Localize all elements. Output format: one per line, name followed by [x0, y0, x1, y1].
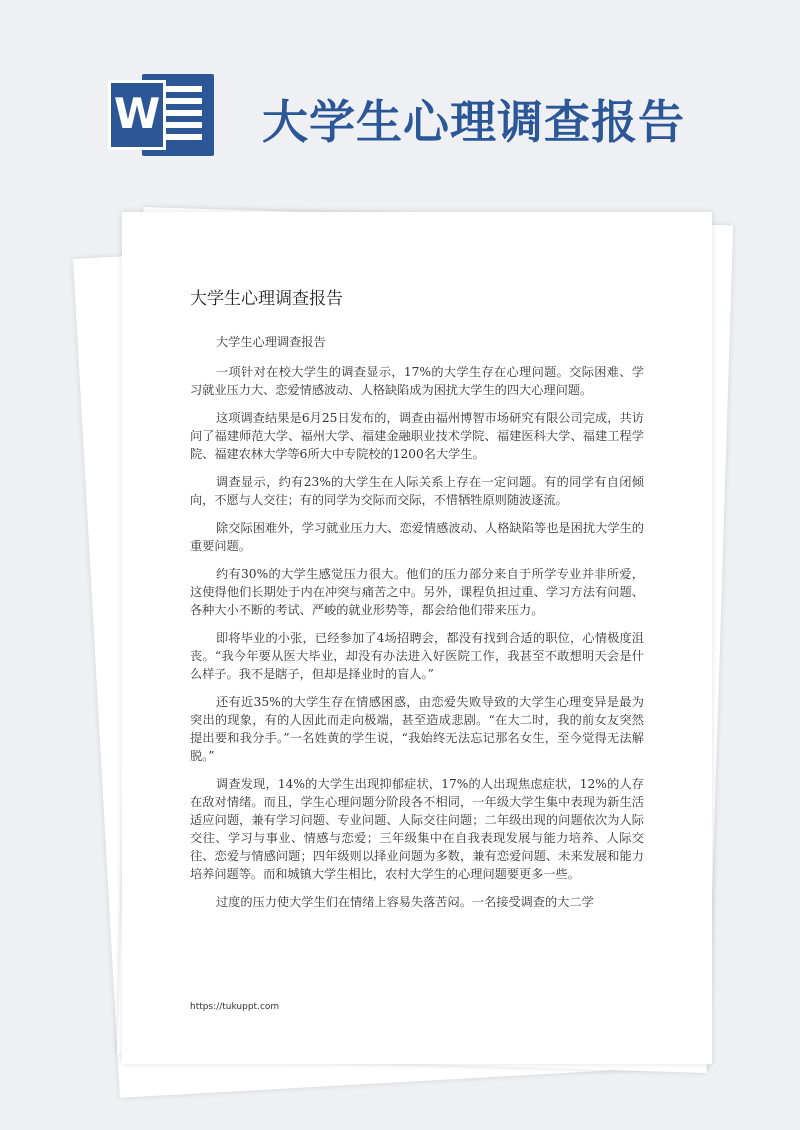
paragraph: 即将毕业的小张，已经参加了4场招聘会，都没有找到合适的职位，心情极度沮丧。“我今年要从医大毕业，却没有办法进入好医院工作，我甚至不敢想明天会是什么样子。我不是瞎子，但却是择业时的盲人。”: [190, 631, 644, 681]
paragraph: 还有近35%的大学生存在情感困惑，由恋爱失败导致的大学生心理变异是最为突出的现象，有的人因此而走向极端，甚至造成悲剧。“在大二时，我的前女友突然提出要和我分手。”一名姓黄的学生说，“我始终无法忘记那名女生，至今觉得无法解脱。”: [190, 695, 644, 763]
banner-title: 大学生心理调查报告: [262, 95, 685, 149]
banner: [0, 0, 800, 200]
paragraph: 调查发现，14%的大学生出现抑郁症状，17%的人出现焦虑症状，12%的人存在敌对情绪。而且，学生心理问题分阶段各不相同，一年级大学生集中表现为新生活适应问题，兼有学习问题、专业问题、人际交往问题；二年级出现的问题依次为人际交往、学习与事业、情感与恋爱；三年级集中在自我表现发展与能力培养、人际交往、恋爱与情感问题；四年级则以择业问题为多数，兼有恋爱问题、未来发展和能力培养问题等。而和城镇大学生相比，农村大学生的心理问题要更多一些。: [190, 777, 644, 881]
paragraph: 这项调查结果是6月25日发布的，调查由福州博智市场研究有限公司完成，共访问了福建师范大学、福州大学、福建金融职业技术学院、福建医科大学、福建工程学院、福建农林大学等6所大中专院校的1200名大学生。: [190, 411, 644, 461]
document-content: [122, 212, 712, 1064]
paragraph: 约有30%的大学生感觉压力很大。他们的压力部分来自于所学专业并非所爱，这使得他们长期处于内在冲突与痛苦之中。另外，课程负担过重、学习方法有问题、各种大小不断的考试、严峻的就业形势等，都会给他们带来压力。: [190, 567, 644, 617]
document-subtitle: 大学生心理调查报告: [216, 335, 326, 349]
paragraph: 调查显示，约有23%的大学生在人际关系上存在一定问题。有的同学有自闭倾向，不愿与人交往；有的同学为交际而交际，不惜牺牲原则随波逐流。: [190, 475, 644, 507]
paragraph: 一项针对在校大学生的调查显示，17%的大学生存在心理问题。交际困难、学习就业压力大、恋爱情感波动、人格缺陷成为困扰大学生的四大心理问题。: [190, 365, 644, 397]
word-document-icon: [108, 70, 216, 160]
word-icon-letter: W: [108, 80, 166, 150]
document-title: 大学生心理调查报告: [190, 289, 343, 309]
paragraph: 过度的压力使大学生们在情绪上容易失落苦闷。一名接受调查的大二学: [216, 895, 594, 909]
footer-url: https://tukuppt.com: [190, 1002, 280, 1012]
paragraph: 除交际困难外，学习就业压力大、恋爱情感波动、人格缺陷等也是困扰大学生的重要问题。: [190, 521, 644, 553]
